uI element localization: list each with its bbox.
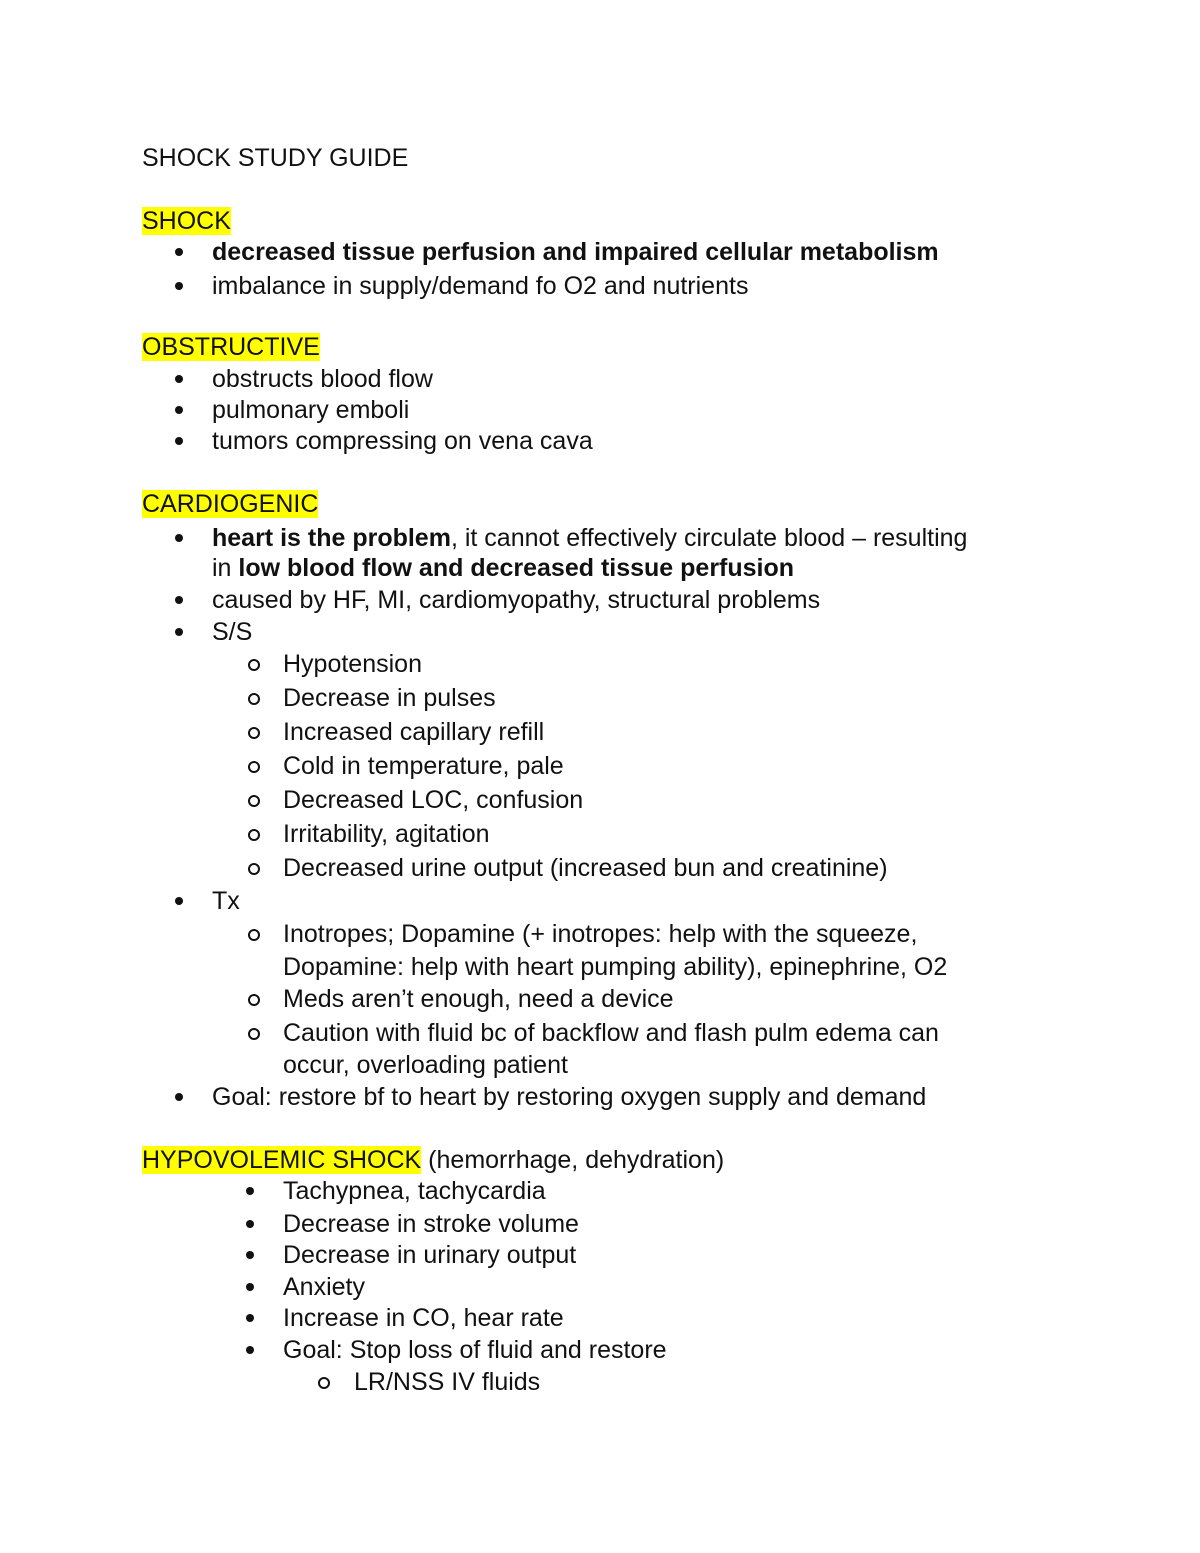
sub-list-item: Decreased urine output (increased bun and creatinine) (283, 854, 888, 882)
list-item: caused by HF, MI, cardiomyopathy, structural problems (212, 586, 821, 614)
plain-text: in (212, 554, 239, 582)
sub-list-item: Meds aren’t enough, need a device (283, 985, 674, 1013)
bullet-icon (246, 1187, 254, 1195)
bullet-icon (246, 1314, 254, 1322)
list-item: Tachypnea, tachycardia (283, 1177, 546, 1205)
bold-phrase: low blood flow and decreased tissue perfusion (238, 554, 795, 582)
sub-list-item: Inotropes; Dopamine (+ inotropes: help with the squeeze, (283, 920, 918, 948)
sub-list-item: Hypotension (283, 650, 422, 678)
bullet-icon (246, 1346, 254, 1354)
bullet-icon (175, 596, 183, 604)
section-heading-cardiogenic (142, 489, 318, 519)
sub-list-item: Decreased LOC, confusion (283, 786, 584, 814)
sub-list-item-continuation: Dopamine: help with heart pumping ability), epinephrine, O2 (283, 953, 948, 981)
bullet-icon (246, 1220, 254, 1228)
highlighted-heading: HYPOVOLEMIC SHOCK (142, 1146, 422, 1174)
circle-bullet-icon (248, 727, 260, 739)
sub-list-item: Cold in temperature, pale (283, 752, 564, 780)
highlighted-heading: OBSTRUCTIVE (142, 333, 320, 361)
bullet-icon (175, 628, 183, 636)
list-item: Goal: restore bf to heart by restoring oxygen supply and demand (212, 1083, 927, 1111)
list-item: obstructs blood flow (212, 365, 433, 393)
list-item: tumors compressing on vena cava (212, 427, 593, 455)
list-item: decreased tissue perfusion and impaired cellular metabolism (212, 238, 939, 266)
sub-list-item: Caution with fluid bc of backflow and flash pulm edema can (283, 1019, 939, 1047)
list-item: imbalance in supply/demand fo O2 and nutrients (212, 272, 749, 300)
bullet-icon (175, 437, 183, 445)
circle-bullet-icon (248, 795, 260, 807)
section-subheading: (hemorrhage, dehydration) (421, 1146, 725, 1174)
circle-bullet-icon (248, 693, 260, 705)
list-item-continuation (212, 553, 794, 583)
circle-bullet-icon (248, 659, 260, 671)
list-item: pulmonary emboli (212, 396, 410, 424)
sub-list-item-continuation: occur, overloading patient (283, 1051, 568, 1079)
list-item (212, 523, 967, 553)
bold-phrase: heart is the problem (212, 524, 451, 552)
plain-text: , it cannot effectively circulate blood – resulting (450, 524, 968, 552)
sub-list-item: Irritability, agitation (283, 820, 490, 848)
circle-bullet-icon (318, 1377, 330, 1389)
circle-bullet-icon (248, 863, 260, 875)
list-item: Increase in CO, hear rate (283, 1304, 564, 1332)
bullet-icon (175, 406, 183, 414)
section-heading-hypovolemic (142, 1145, 724, 1175)
bullet-icon (175, 1093, 183, 1101)
bullet-icon (246, 1251, 254, 1259)
document-title: SHOCK STUDY GUIDE (142, 144, 409, 172)
sub-list-item: Decrease in pulses (283, 684, 496, 712)
bullet-icon (175, 897, 183, 905)
bullet-icon (175, 282, 183, 290)
circle-bullet-icon (248, 929, 260, 941)
circle-bullet-icon (248, 1028, 260, 1040)
highlighted-heading: CARDIOGENIC (142, 490, 319, 518)
bullet-icon (175, 248, 183, 256)
list-item: Anxiety (283, 1273, 365, 1301)
circle-bullet-icon (248, 761, 260, 773)
list-item: S/S (212, 618, 253, 646)
bullet-icon (246, 1283, 254, 1291)
sub-list-item: Increased capillary refill (283, 718, 545, 746)
list-item: Tx (212, 887, 240, 915)
highlighted-heading: SHOCK (142, 207, 231, 235)
section-heading-obstructive (142, 332, 320, 362)
bullet-icon (175, 375, 183, 383)
sub-list-item: LR/NSS IV fluids (354, 1368, 541, 1396)
list-item: Decrease in stroke volume (283, 1210, 579, 1238)
section-heading-shock (142, 206, 231, 236)
circle-bullet-icon (248, 829, 260, 841)
list-item: Goal: Stop loss of fluid and restore (283, 1336, 667, 1364)
list-item: Decrease in urinary output (283, 1241, 577, 1269)
circle-bullet-icon (248, 994, 260, 1006)
bullet-icon (175, 534, 183, 542)
